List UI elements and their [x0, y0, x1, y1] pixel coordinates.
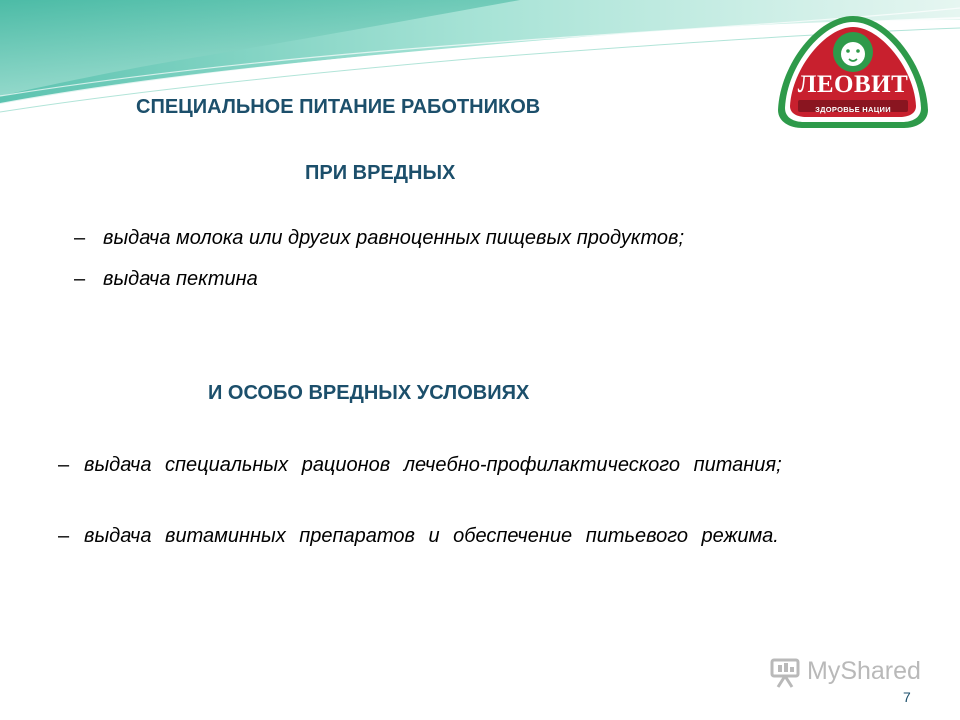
bullet-dash: – — [74, 227, 86, 249]
list-item-vitamins — [58, 521, 884, 552]
logo-brand-text: ЛЕОВИТ — [797, 71, 909, 98]
list-item-text: выдача специальных рационов лечебно-профилактического питания; — [84, 454, 782, 476]
leovit-logo — [776, 14, 930, 130]
list-item-rations — [58, 450, 884, 481]
lion-icon — [833, 32, 873, 72]
slide-subtitle-harmful: ПРИ ВРЕДНЫХ — [305, 162, 456, 184]
list-item-pectin — [74, 264, 894, 295]
watermark-text: MyShared — [807, 657, 921, 685]
myshared-watermark — [765, 655, 925, 689]
logo-slogan-text: ЗДОРОВЬЕ НАЦИИ — [815, 105, 891, 114]
bullet-dash: – — [58, 525, 70, 547]
slide-title-line1: СПЕЦИАЛЬНОЕ ПИТАНИЕ РАБОТНИКОВ — [136, 96, 541, 118]
slide-subtitle-especially-harmful: И ОСОБО ВРЕДНЫХ УСЛОВИЯХ — [208, 382, 530, 404]
bullet-dash: – — [58, 454, 70, 476]
list-item-text: выдача молока или других равноценных пищевых продуктов; — [103, 227, 685, 249]
list-item-text: выдача пектина — [103, 268, 258, 290]
list-item-text: выдача витаминных препаратов и обеспечение питьевого режима. — [84, 525, 779, 547]
page-number: 7 — [903, 689, 911, 705]
projector-icon — [769, 657, 803, 689]
bullet-dash: – — [74, 268, 86, 290]
list-item-milk — [74, 223, 894, 254]
